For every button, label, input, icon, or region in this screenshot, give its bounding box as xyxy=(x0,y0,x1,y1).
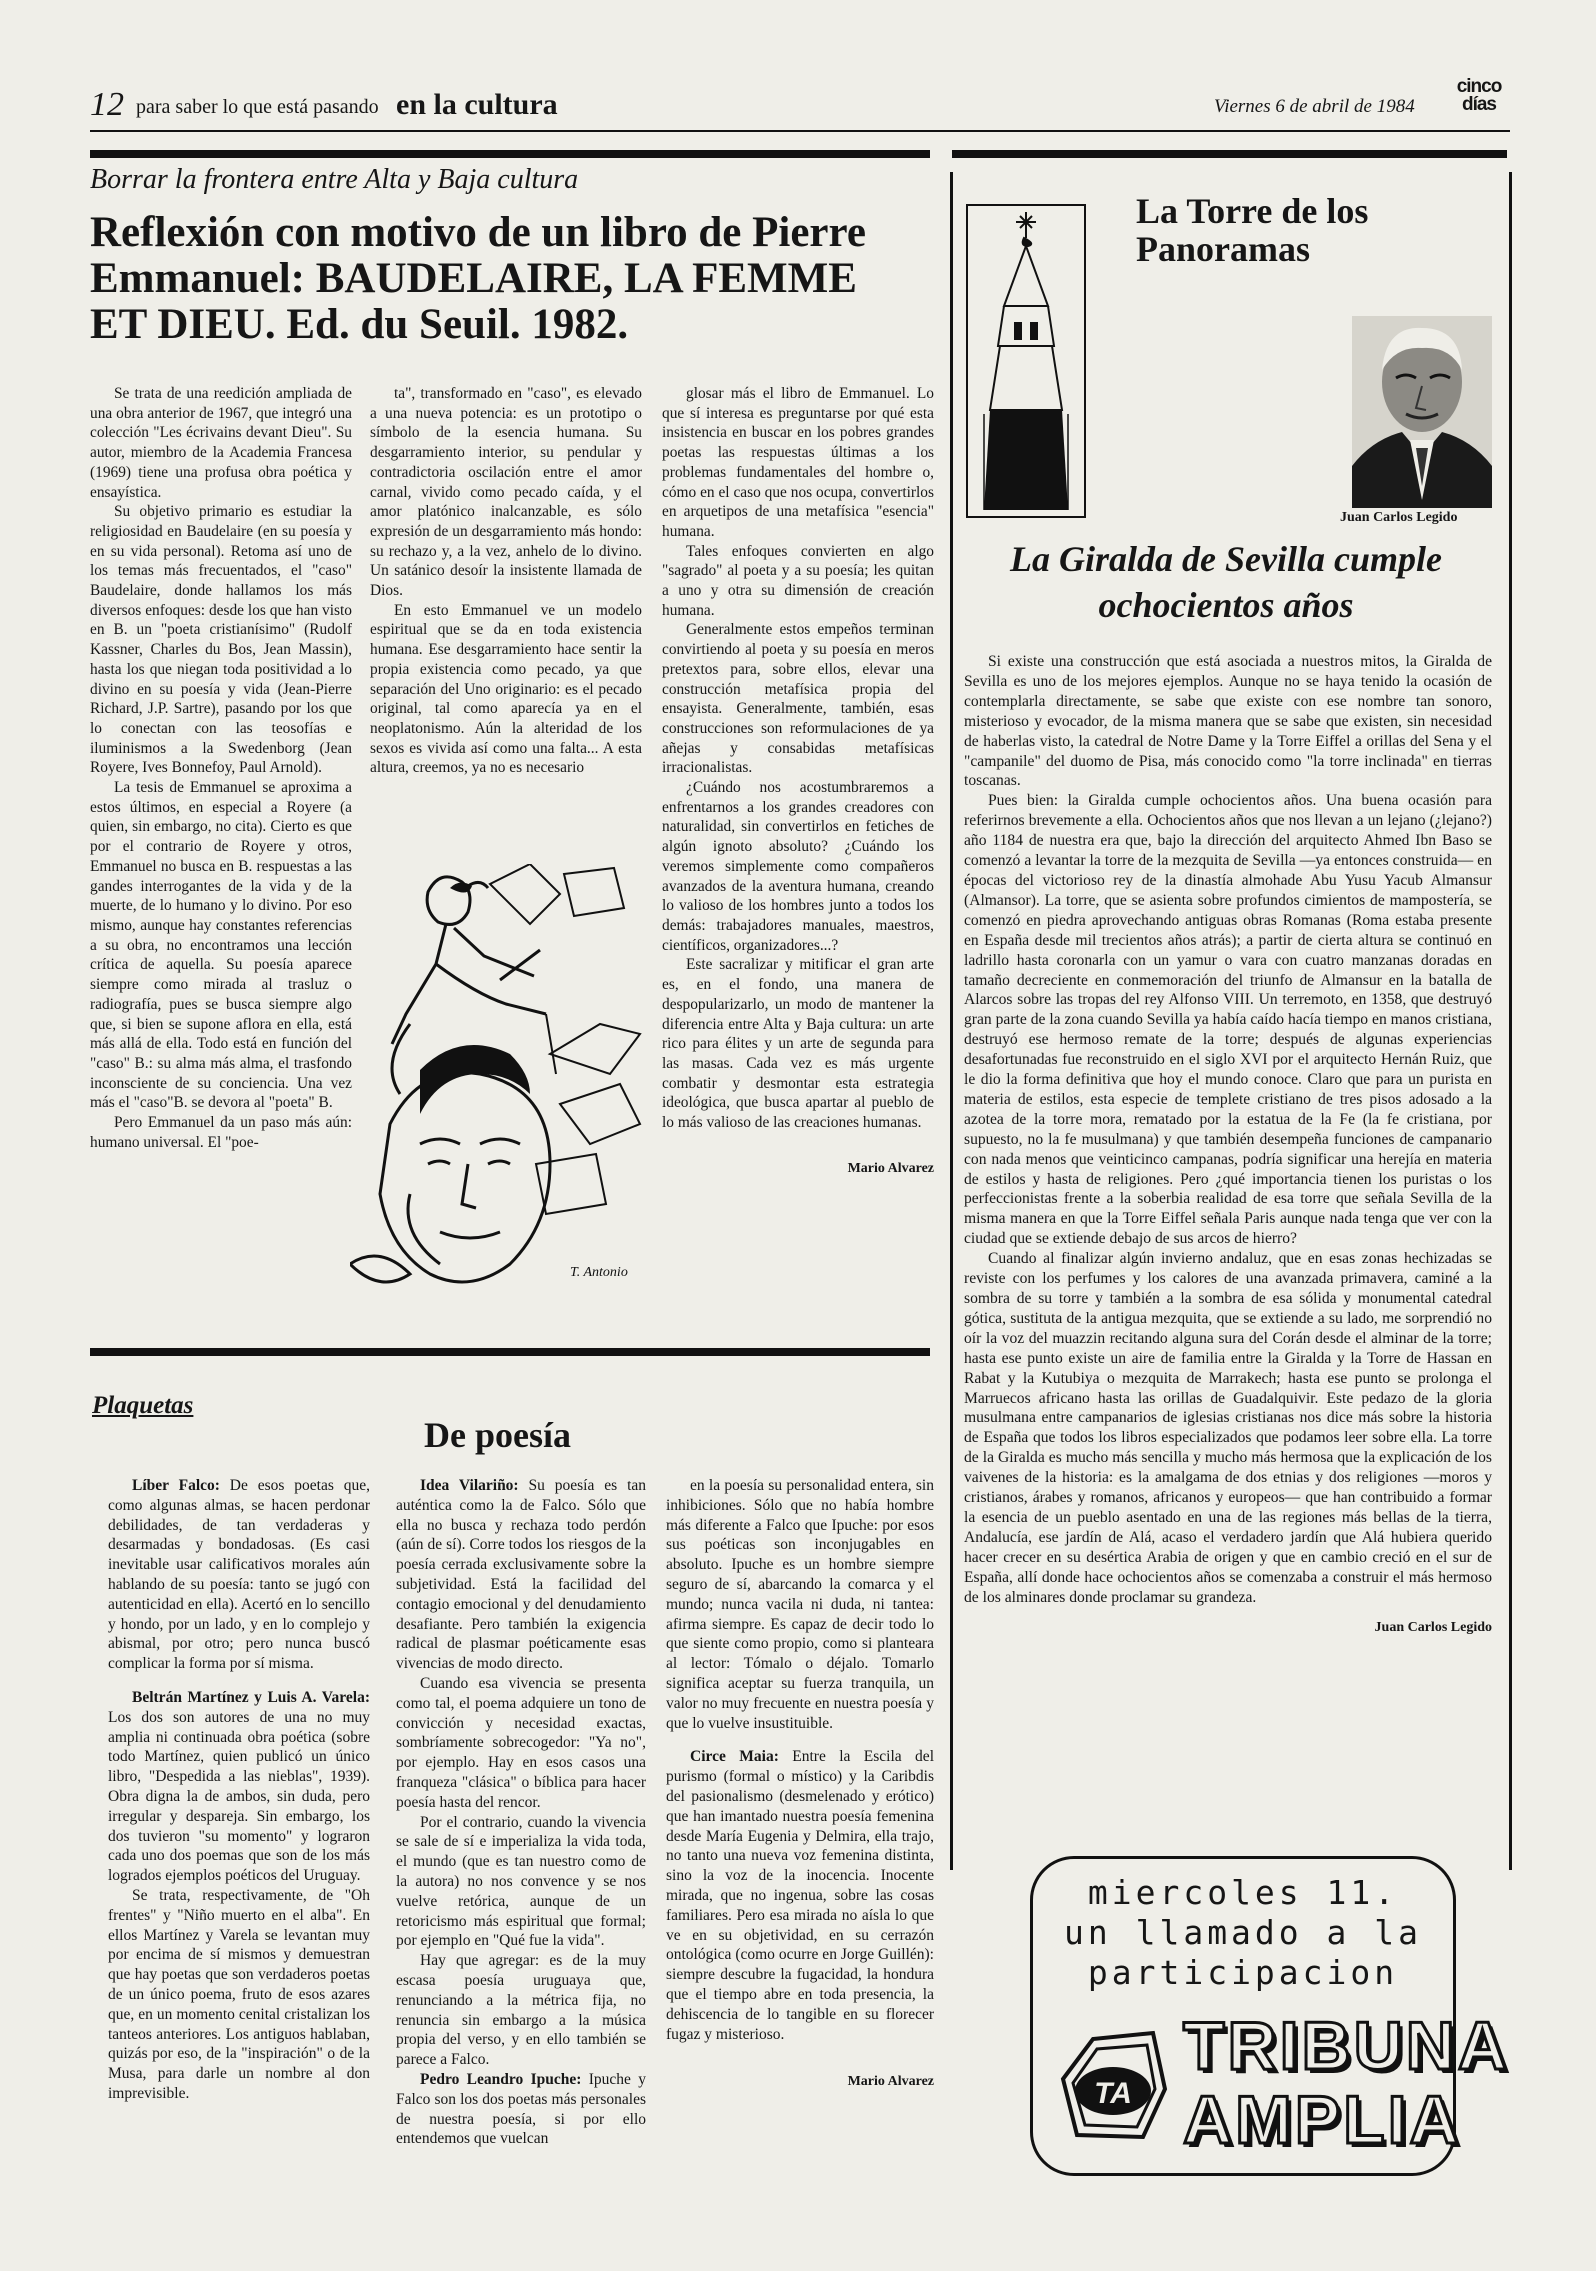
torre-column-title xyxy=(1136,192,1466,268)
plaquetas-entry: Idea Vilariño: Su poesía es tan auténtica como la de Falco. Sólo que ella no busca y rechaza todo perdón (aún de sí). Corre todos los riesgos de la poesía cerrada exclusivamente sobre la subjetividad. Está la facilidad del contagio emocional y del denudamiento desafiante. Pero también la exigencia radical de plasmar poéticamente esas vivencias de modo directo. xyxy=(396,1477,647,1673)
article1-paragraph: Tales enfoques convierten en algo "sagrado" al poeta y a su poesía; les quitan a uno y otra su dimensión de creación humana. xyxy=(662,542,934,619)
torre-headline-line-2: ochocientos años xyxy=(1098,585,1354,625)
ad-line-1: miercoles 11. xyxy=(1087,1873,1399,1912)
plaquetas-entry: Se trata, respectivamente, de "Oh frentes" y "Niño muerto en el alba". En ellos Martínez y Varela se levantan muy por encima de sí mismos y demuestran que hay poetas que son verdaderos poetas de un único poema, fruto de esos azares que, en un momento cenital cristalizan los tanteos anteriores. Los antiguos hablaban, quizás por eso, de la "inspiración" o de la Musa, para darle un nombre al don imprevisible. xyxy=(108,1886,370,2102)
baudelaire-caricature-illustration xyxy=(350,864,650,1294)
brand-line-1: TRIBUNA xyxy=(1183,2008,1510,2084)
page-number: 12 xyxy=(90,86,124,123)
torre-body xyxy=(964,652,1492,1637)
article1-paragraph: ta", transformado en "caso", es elevado a una nueva potencia: es un prototipo o símbolo de la esencia humana. Su desgarramiento interior, su pendular y contradictoria oscilación entre el amor carnal, vivido como pecado caída, y el amor platónico inalcanzable, es sólo expresión de un desgarramiento más hondo: su rechazo y, a la vez, anhelo de lo divino. Un satánico desoír la insistente llamada de Dios. xyxy=(370,385,642,600)
article1-paragraph: Se trata de una reedición ampliada de una obra anterior de 1967, que integró una colección "Les écrivains devant Dieu". Su autor, miembro de la Academia Francesa (1969) tiene una profusa obra poética y ensayística. xyxy=(90,385,352,501)
author-photo-caption: Juan Carlos Legido xyxy=(1340,510,1458,525)
plaquetas-section-label: Plaquetas xyxy=(92,1392,194,1419)
plaquetas-entry: Pedro Leandro Ipuche: Ipuche y Falco son los dos poetas más personales de nuestra poesía, si por ello entendemos que vuelcan xyxy=(396,2070,646,2148)
ad-line-2: un llamado a la xyxy=(1063,1913,1422,1952)
article1-column-1 xyxy=(90,384,352,1152)
plaquetas-entry: Hay que agregar: es de la muy escasa poesía uruguaya que, renunciando a la métrica fija, no renuncia sin embargo a la música propia del verso, y en ello también se parece a Falco. xyxy=(396,1952,646,2069)
publication-logo xyxy=(1448,78,1510,114)
header-rule xyxy=(90,130,1510,132)
author-photo xyxy=(1352,316,1492,508)
plaquetas-entry: Por el contrario, cuando la vivencia se sale de sí e imperializa la vida toda, el mundo (que es tan nuestro como de la autora) no nos convence y se nos vuelve retórica, aunque de un retoricismo más espiritual que formal; por ejemplo en "Qué fue la vida". xyxy=(396,1813,646,1950)
plaquetas-entry: en la poesía su personalidad entera, sin inhibiciones. Sólo que no había hombre más diferente a Falco que Ipuche: por esos sus poéticas son inconjugables en absoluto. Ipuche es un hombre siempre seguro de sí, abarcando la comarca y el mundo; nunca vacila ni duda, ni tantea: afirma siempre. Es capaz de decir todo lo que siente como propio, como si planteara al lector: Tómalo o déjalo. Tomarlo significa aceptar su fuerza tranquila, un valor no muy frecuente en nuestra poesía y que lo vuelve insustituible. xyxy=(666,1477,934,1732)
article1-paragraph: En esto Emmanuel ve un modelo espiritual que se da en toda existencia humana. Ese desgarramiento hace sentir la propia existencia como pecado, ya que separación del Uno originario: es el pecado original, tal como aparecía ya en el neoplatonismo. Aún la alteridad de los sexos es vivida así como una falta... A esta altura, creemos, ya no es necesario xyxy=(370,601,642,777)
article1-paragraph: glosar más el libro de Emmanuel. Lo que sí interesa es preguntarse por qué esta insistencia en buscar en los pobres grandes poetas las respuestas últimas a los problemas fundamentales del hombre o, cómo en el caso que nos ocupa, convertirlos en arquetipos de una metafísica "esencia" humana. xyxy=(662,385,934,540)
logo-line-2: días xyxy=(1461,94,1497,115)
article1-title-line-1: Reflexión con motivo de un libro de Pierre xyxy=(90,209,866,256)
torre-byline: Juan Carlos Legido xyxy=(1374,1619,1492,1635)
poet-name: Circe Maia: xyxy=(690,1748,779,1766)
torre-headline-line-1: La Giralda de Sevilla cumple xyxy=(1010,539,1442,579)
article1-paragraph: Este sacralizar y mitificar el gran arte es, en el fondo, una manera de despopularizarlo, un modo de mantener la diferencia entre Alta y Baja cultura: un arte rico para élites y un arte de segunda para las masas. Cada vez es más urgente combatir y desmontar esta estrategia ideológica, que busca apartar al pueblo de lo más valioso de las creaciones humanas. xyxy=(662,956,934,1132)
plaquetas-byline: Mario Alvarez xyxy=(847,2074,934,2090)
article1-kicker: Borrar la frontera entre Alta y Baja cultura xyxy=(90,164,579,195)
torre-paragraph: Cuando al finalizar algún invierno andaluz, que en esas zonas hechizadas se reviste con los perfumes y los calores de una avanzada primavera, caminé a la sombra de su torre y también a la sombra de esa sólida y monumental catedral gótica, sustituta de la antigua mezquita, que se extiende a su lado, me sorprendió no oír la voz del muazzin recitando alguna sura del Corán desde el alminar de la torre; hasta ese punto existe un aire de familia entre la Giralda y la Torre de Hassan en Rabat y la Kutubiya o mezquita de Marrakech; hasta ese punto se prolonga el Marruecos africano hasta las orillas de Guadalquivir. Este pedazo de la gloria musulmana entre campanarios de iglesias cristianas nos dice más sobre la historia de España que todos los libros especializados que podamos leer sobre ella. La torre de la Giralda es mucho más sencilla y mucho más hermosa que la explicación de los vaivenes de la historia: es la amalgama de dos etnias y dos religiones —moros y cristianos, árabes y romanos, africanos y europeos— que han contribuido a formar la esencia de un pueblo asentado en una de las regiones más bellas de la tierra, Andalucía, ese jardín de Alá, acaso el verdadero jardín que Alá hubiera querido hacer crecer en su desértica Arabia de origen y que en cambio creció en el sur de España, allí donde hace ochocientos años se comenzaba a construir el más hermoso de los alminares donde proclamar su grandeza. xyxy=(964,1250,1492,1606)
tribuna-amplia-logo-icon xyxy=(1053,2019,1173,2149)
plaquetas-column-2 xyxy=(396,1476,646,2149)
article1-top-rule xyxy=(90,150,930,158)
plaquetas-column-1 xyxy=(108,1476,370,2104)
poet-name: Beltrán Martínez y Luis A. Varela: xyxy=(132,1688,370,1706)
plaquetas-entry: Cuando esa vivencia se presenta como tal, el poema adquiere un tono de convicción y necesidad exactas, sombríamente sobrecogedor: "Ya no", por ejemplo. Hay en esos casos una franqueza "clásica" o bíblica para hacer poesía hasta del rencor. xyxy=(396,1674,646,1811)
torre-column-title-line-2: Panoramas xyxy=(1136,229,1310,269)
brand-line-2: AMPLIA xyxy=(1183,2082,1462,2158)
header-tagline: para saber lo que está pasando xyxy=(136,96,379,118)
header-section: en la cultura xyxy=(396,88,558,121)
article1-paragraph: La tesis de Emmanuel se aproxima a estos últimos, en especial a Royere (a quien, sin embargo, no cita). Cierto es que por el contrario de Royere y otros, Emmanuel no busca en B. respuestas a las gandes interrogantes de la vida y de la muerte, de lo humano y lo divino. Por eso mismo, aunque hay constantes referencias a su obra, no encontramos una lección crítica de aquella. Su poesía aparece siempre como mirada al trasluz o radiografía, pues se busca siempre algo que, si bien se supone aflora en ella, está más allá de ella. Todo está en función del "caso" B.: su alma más alma, el trasfondo inconsciente de su conciencia. Una vez más el "caso"B. se devora al "poeta" B. xyxy=(90,779,352,1112)
header-date: Viernes 6 de abril de 1984 xyxy=(1214,96,1415,117)
article1-paragraph: Pero Emmanuel da un paso más aún: humano universal. El "poe- xyxy=(90,1114,352,1151)
torre-top-rule xyxy=(952,150,1507,158)
tribuna-amplia-logo-letters: TA xyxy=(1094,2077,1132,2110)
poet-name: Líber Falco: xyxy=(132,1477,220,1494)
poet-name: Pedro Leandro Ipuche: xyxy=(420,2070,582,2088)
article1-title-line-2: Emmanuel: BAUDELAIRE, LA FEMME xyxy=(90,255,857,302)
article1-column-3 xyxy=(662,384,934,1178)
plaquetas-entry: Líber Falco: De esos poetas que, como algunas almas, se hacen perdonar debilidades, de tan verdaderas y desarmadas y bondadosas. (Es casi inevitable usar calificativos morales aún hablando de su poesía: tanto se jugó con autenticidad en ella). Acertó en lo sencillo y hondo, por un lado, y en lo complejo y abismal, por otro; pero nunca buscó complicar la forma por sí misma. xyxy=(108,1477,371,1673)
article1-paragraph: Su objetivo primario es estudiar la religiosidad en Baudelaire (en su poesía y en su vida personal). Retoma así uno de los temas más frecuentados, el "caso" Baudelaire, donde hallamos los más diversos enfoques: desde los que han visto en B. un "poeta cristianísimo" (Rudolf Kassner, Charles du Bos, Jean Massin), hasta los que niegan toda positividad a lo divino en su poesía y vida (Jean-Pierre Richard, J.P. Sartre), pasando por los que lo conectan con las teosofías e iluminismos a la Swedenborg (Jean Royere, Ives Bonnefoy, Paul Arnold). xyxy=(90,503,352,777)
plaquetas-top-rule xyxy=(90,1348,930,1356)
plaquetas-column-3 xyxy=(666,1476,934,2092)
torre-column-title-line-1: La Torre de los xyxy=(1136,191,1369,231)
tribuna-amplia-advertisement[interactable] xyxy=(1030,1856,1510,2176)
logo-line-1: cinco xyxy=(1456,76,1502,97)
article1-title xyxy=(90,210,930,348)
ad-line-3: participacion xyxy=(1087,1953,1399,1992)
page-header xyxy=(90,76,1510,130)
torre-headline xyxy=(966,536,1486,628)
torre-paragraph: Pues bien: la Giralda cumple ochocientos años. Una buena ocasión para referirnos brevemente a ella. Ochocientos años que nos llevan a un lejano (¿lejano?) año 1184 de nuestra era que, bajo la dirección del arquitecto Ahmed Ibn Baso se comenzó a levantar la torre de la mezquita de Sevilla —ya entonces construida— en épocas del victorioso rey de la dinastía almohade Abu Yusu Yacub Almansur (Almansor). La torre, que se asienta sobre profundos cimientos de mampostería, se comenzó en piedra aprovechando antiguas obras Romanas (Roma estaba presente en España desde mil trecientos años atrás); a partir de cierta altura se continuó en ladrillo hasta coronarla con un yamur o vara con cuatro manzanas doradas en tamaño decreciente en conmemoración del triunfo de Almansur en la batalla de Alarcos sobre las tropas del rey Alfonso VIII. Un terremoto, en 1358, que destruyó gran parte de la zona cuando Sevilla ya había caído hacía tiempo en manos cristiana, destruyó ese hermoso remate de la torre; después de algunas experiencias desafortunadas fue reconstruido en el siglo XVI por el arquitecto Hernán Ruiz, que le dio la forma definitiva que hoy el mundo conoce. Claro que para un purista en materia de estilos, esta especie de templete cristiano de tres pisos adosado a la azotea de la torre mora, rematado por la estatua de la Fe (la fe cristiana, por supuesto, no la fe musulmana) y que también desempeña funciones de campanario con nada menos que veinticinco campanas, podría significar una herejía en materia de estilos y hasta de religiones. Pero ¿qué importancia tienen los puristas o los perfeccionistas frente a la soberbia realidad de esa torre que señala Sevilla de la misma manera en que la Torre Eiffel señala Paris aunque nada tenga que ver con la ciudad que se extiende debajo de sus arcos de hierro? xyxy=(964,792,1492,1248)
article1-paragraph: ¿Cuándo nos acostumbraremos a enfrentarnos a los grandes creadores con naturalidad, sin convertirlos en fetiches de algún ignoto absoluto? ¿Cuándo los veremos simplemente como compañeros avanzados de la aventura humana, creando lo valioso de los hombres junto a todos los demás: trabajadores manuales, maestros, científicos, organizadores...? xyxy=(662,779,934,954)
tribuna-amplia-brand xyxy=(1183,2009,1510,2157)
giralda-tower-icon xyxy=(966,204,1086,518)
poet-name: Idea Vilariño: xyxy=(420,1477,519,1494)
article1-byline: Mario Alvarez xyxy=(847,1160,934,1176)
article1-paragraph: Generalmente estos empeños terminan convirtiendo al poeta y su poesía en meros pretextos para, sobre ellos, elevar una construcción metafísica propia del ensayista. Generalmente, también, esas construcciones son reformulaciones de ya añejas y consabidas metafísicas irracionalistas. xyxy=(662,621,934,777)
plaquetas-title: De poesía xyxy=(424,1415,571,1455)
article1-title-line-3: ET DIEU. Ed. du Seuil. 1982. xyxy=(90,301,629,348)
svg-text:T. Antonio: T. Antonio xyxy=(570,1265,628,1280)
plaquetas-entry: Beltrán Martínez y Luis A. Varela: Los dos son autores de una no muy amplia ni continuada obra poética (sobre todo Martínez, quien publicó un único libro, "Despedida a las nieblas", 1939). Obra digna la de ambos, sin duda, pero irregular y despareja. Sin embargo, los dos tuvieron "su momento" y lograron cada uno dos poemas que son de los más logrados ejemplos poéticos del Uruguay. xyxy=(108,1688,370,1885)
torre-paragraph: Si existe una construcción que está asociada a nuestros mitos, la Giralda de Sevilla es uno de los mejores ejemplos. Aunque no se haya tenido la ocasión de contemplarla directamente, se sabe que existe con ese nombre tan sonoro, misterioso y evocador, de la misma manera que se sabe que existen, sin necesidad de haberlas visto, la catedral de Notre Dame y la Torre Eiffel a orillas del Sena y el "campanile" del duomo de Pisa, más conocido como "la torre inclinada" en tierras toscanas. xyxy=(964,653,1492,790)
article1-column-2 xyxy=(370,384,642,778)
plaquetas-entry: Circe Maia: Entre la Escila del purismo (formal o místico) y la Caribdis del pasionalismo (desmelenado y erótico) que han imantado nuestra poesía femenina desde María Eugenia y Delmira, ella trajo, no tanto una nueva voz femenina distinta, sino la voz de la inocencia. Inocente mirada, que no ingenua, sobre las cosas familiares. Pero esa mirada no aísla lo que ve en su objetividad, en su cerrazón ontológica (como ocurre en Jorge Guillén): siempre descubre la fugacidad, la hondura que el tiempo abre en toda presencia, la dehiscencia de lo tangible en su florecer fugaz y misterioso. xyxy=(666,1748,934,2043)
